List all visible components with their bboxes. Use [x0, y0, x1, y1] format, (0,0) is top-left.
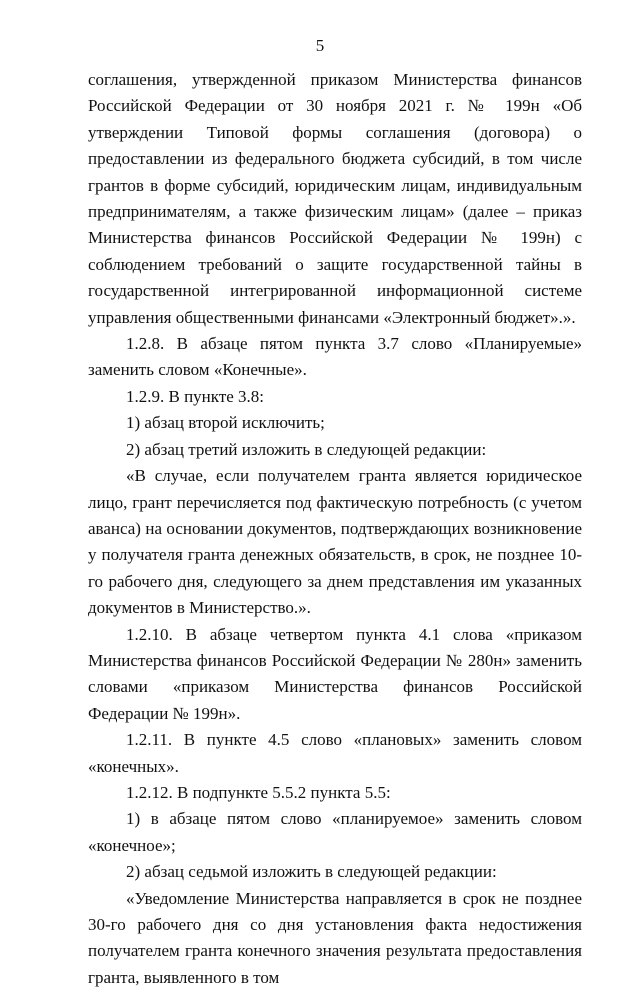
paragraph-quote-grant-transfer: «В случае, если получателем гранта является юридическое лицо, грант перечисляется под фактическую потребность (с учетом аванса) на основании документов, подтверждающих возникновение у получателя гранта денежных обязательств, в срок, не позднее 10-го рабочего дня, следующего за днем представления им указанных документов в Министерство.». — [88, 466, 582, 618]
paragraph-1-2-12-item-2: 2) абзац седьмой изложить в следующей редакции: — [126, 862, 497, 882]
paragraph-1-2-9-item-1: 1) абзац второй исключить; — [126, 413, 325, 433]
paragraph-1-2-8: 1.2.8. В абзаце пятом пункта 3.7 слово «Планируемые» заменить словом «Конечные». — [88, 334, 582, 380]
paragraph-1-2-11: 1.2.11. В пункте 4.5 слово «плановых» заменить словом «конечных». — [88, 730, 582, 776]
page-number: 5 — [315, 36, 325, 55]
paragraph-1-2-9: 1.2.9. В пункте 3.8: — [126, 386, 265, 406]
paragraph-continuation: соглашения, утвержденной приказом Министерства финансов Российской Федерации от 30 ноября 2021 г. № 199н «Об утверждении Типовой формы соглашения (договора) о предоставлении из федерального бюджета субсидий, в том числе грантов в форме субсидий, юридическим лицам, индивидуальным предпринимателям, а также физическим лицам» (далее – приказ Министерства финансов Российской Федерации № 199н) с соблюдением требований о защите государственной тайны в государственной интегрированной информационной системе управления общественными финансами «Электронный бюджет».». — [88, 70, 582, 327]
paragraph-quote-notification: «Уведомление Министерства направляется в срок не позднее 30-го рабочего дня со дня установления факта недостижения получателем гранта конечного значения результата предоставления гранта, выявленного в том — [88, 888, 582, 987]
document-body — [88, 67, 582, 991]
paragraph-1-2-12: 1.2.12. В подпункте 5.5.2 пункта 5.5: — [126, 782, 391, 802]
paragraph-1-2-9-item-2: 2) абзац третий изложить в следующей редакции: — [126, 439, 487, 459]
paragraph-1-2-12-item-1: 1) в абзаце пятом слово «планируемое» заменить словом «конечное»; — [88, 809, 582, 855]
paragraph-1-2-10: 1.2.10. В абзаце четвертом пункта 4.1 слова «приказом Министерства финансов Российской Федерации № 280н» заменить словами «приказом Министерства финансов Российской Федерации № 199н». — [88, 624, 582, 723]
